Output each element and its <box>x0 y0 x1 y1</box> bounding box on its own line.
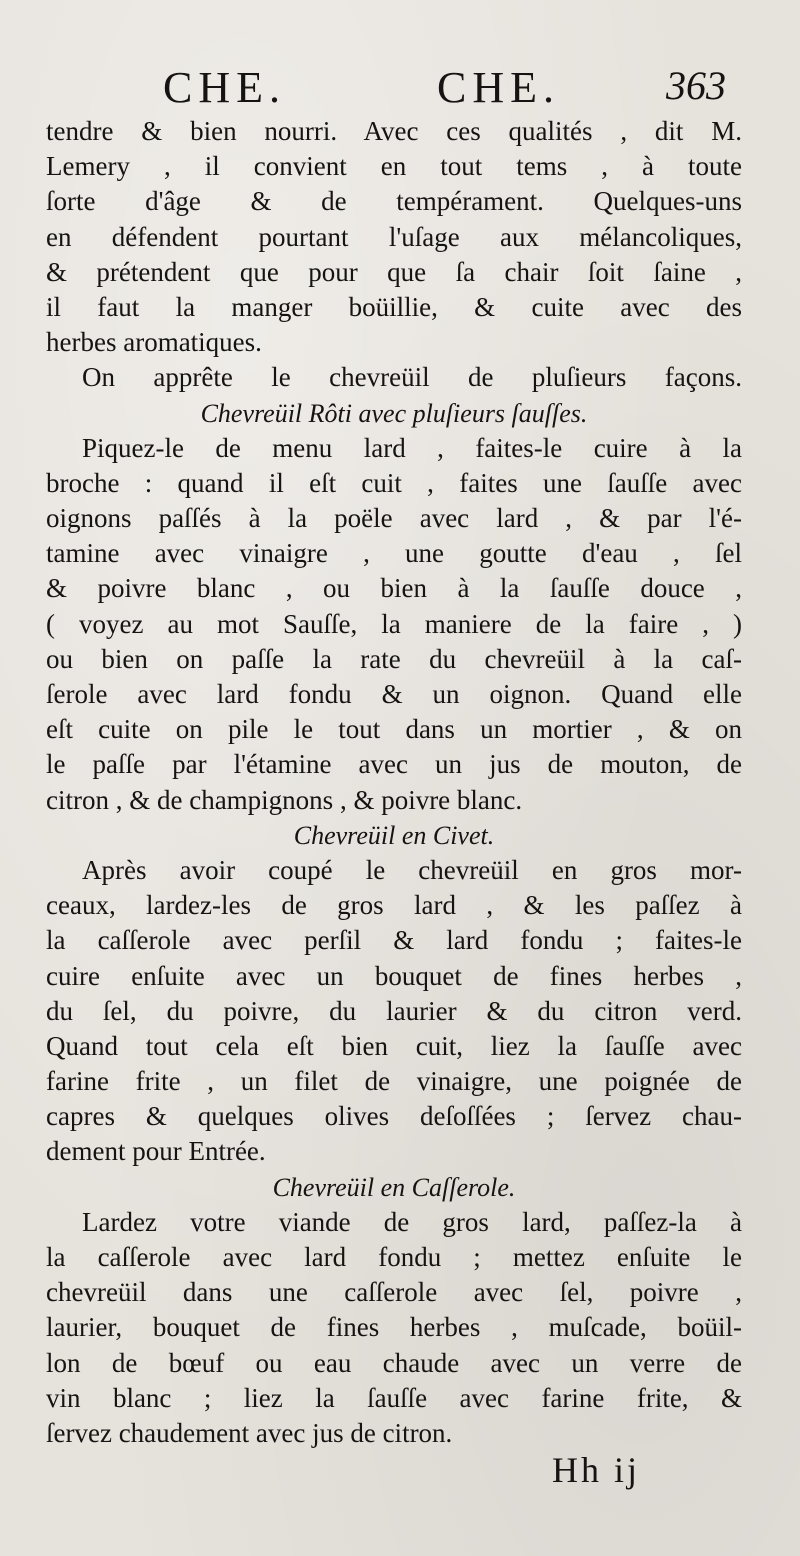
text-line: broche : quand il eſt cuit , faites une ſauſſe avec <box>46 467 742 498</box>
page-number: 363 <box>666 63 726 108</box>
text-line: cuire enſuite avec un bouquet de fines herbes , <box>46 960 742 991</box>
text-line: du ſel, du poivre, du laurier & du citron verd. <box>46 995 742 1026</box>
section-heading-roti: Chevreüil Rôti avec pluſieurs ſauſſes. <box>200 398 588 428</box>
section-heading-casserole: Chevreüil en Caſſerole. <box>272 1172 516 1202</box>
text-line: Lardez votre viande de gros lard, paſſez-la à <box>82 1206 742 1237</box>
text-line: dement pour Entrée. <box>46 1136 266 1167</box>
header-left-title: CHE. <box>163 63 286 112</box>
text-line: farine frite , un filet de vinaigre, une poignée de <box>46 1066 742 1097</box>
text-line: ( voyez au mot Sauſſe, la maniere de la faire , ) <box>46 608 742 639</box>
signature-mark: Hh ij <box>552 1450 641 1490</box>
page-body <box>46 114 742 1451</box>
text-line: citron , & de champignons , & poivre blanc. <box>46 784 523 815</box>
text-line: & poivre blanc , ou bien à la ſauſſe douce , <box>46 573 742 604</box>
text-line: ou bien on paſſe la rate du chevreüil à la caſ- <box>46 643 742 674</box>
text-line: la caſſerole avec perſil & lard fondu ; faites-le <box>46 925 742 956</box>
text-line: ſorte d'âge & de tempérament. Quelques-uns <box>46 186 742 217</box>
text-line: On apprête le chevreüil de pluſieurs façons. <box>82 362 742 393</box>
text-line: eſt cuite on pile le tout dans un mortier , & on <box>46 714 742 745</box>
text-line: le paſſe par l'étamine avec un jus de mouton, de <box>46 749 742 780</box>
text-line: Piquez-le de menu lard , faites-le cuire à la <box>82 432 742 463</box>
text-line: tendre & bien nourri. Avec ces qualités , dit M. <box>46 116 742 146</box>
text-line: & prétendent que pour que ſa chair ſoit ſaine , <box>46 256 742 287</box>
text-line: ceaux, lardez-les de gros lard , & les paſſez à <box>46 890 742 921</box>
text-line: lon de bœuf ou eau chaude avec un verre de <box>46 1347 742 1378</box>
text-line: Après avoir coupé le chevreüil en gros mor- <box>82 854 742 885</box>
text-line: il faut la manger boüillie, & cuite avec des <box>46 291 742 322</box>
header-right-title: CHE. <box>437 63 560 112</box>
running-header <box>0 62 800 122</box>
text-line: ſervez chaudement avec jus de citron. <box>46 1417 453 1448</box>
text-line: tamine avec vinaigre , une goutte d'eau , ſel <box>46 538 742 569</box>
text-line: vin blanc ; liez la ſauſſe avec farine frite, & <box>46 1382 742 1413</box>
text-line: ſerole avec lard fondu & un oignon. Quand elle <box>46 679 742 709</box>
text-line: Quand tout cela eſt bien cuit, liez la ſauſſe avec <box>46 1030 742 1061</box>
text-line: herbes aromatiques. <box>46 327 262 358</box>
text-line: chevreüil dans une caſſerole avec ſel, poivre , <box>46 1277 742 1308</box>
text-line: laurier, bouquet de fines herbes , muſcade, boüil- <box>46 1312 742 1343</box>
text-line: la caſſerole avec lard fondu ; mettez enſuite le <box>46 1242 742 1272</box>
text-line: oignons paſſés à la poële avec lard , & par l'é- <box>46 503 742 534</box>
text-line: en défendent pourtant l'uſage aux mélancoliques, <box>46 221 742 252</box>
text-line: Lemery , il convient en tout tems , à toute <box>46 151 742 182</box>
text-line: capres & quelques olives deſoſſées ; ſervez chau- <box>46 1101 742 1132</box>
section-heading-civet: Chevreüil en Civet. <box>293 820 495 850</box>
